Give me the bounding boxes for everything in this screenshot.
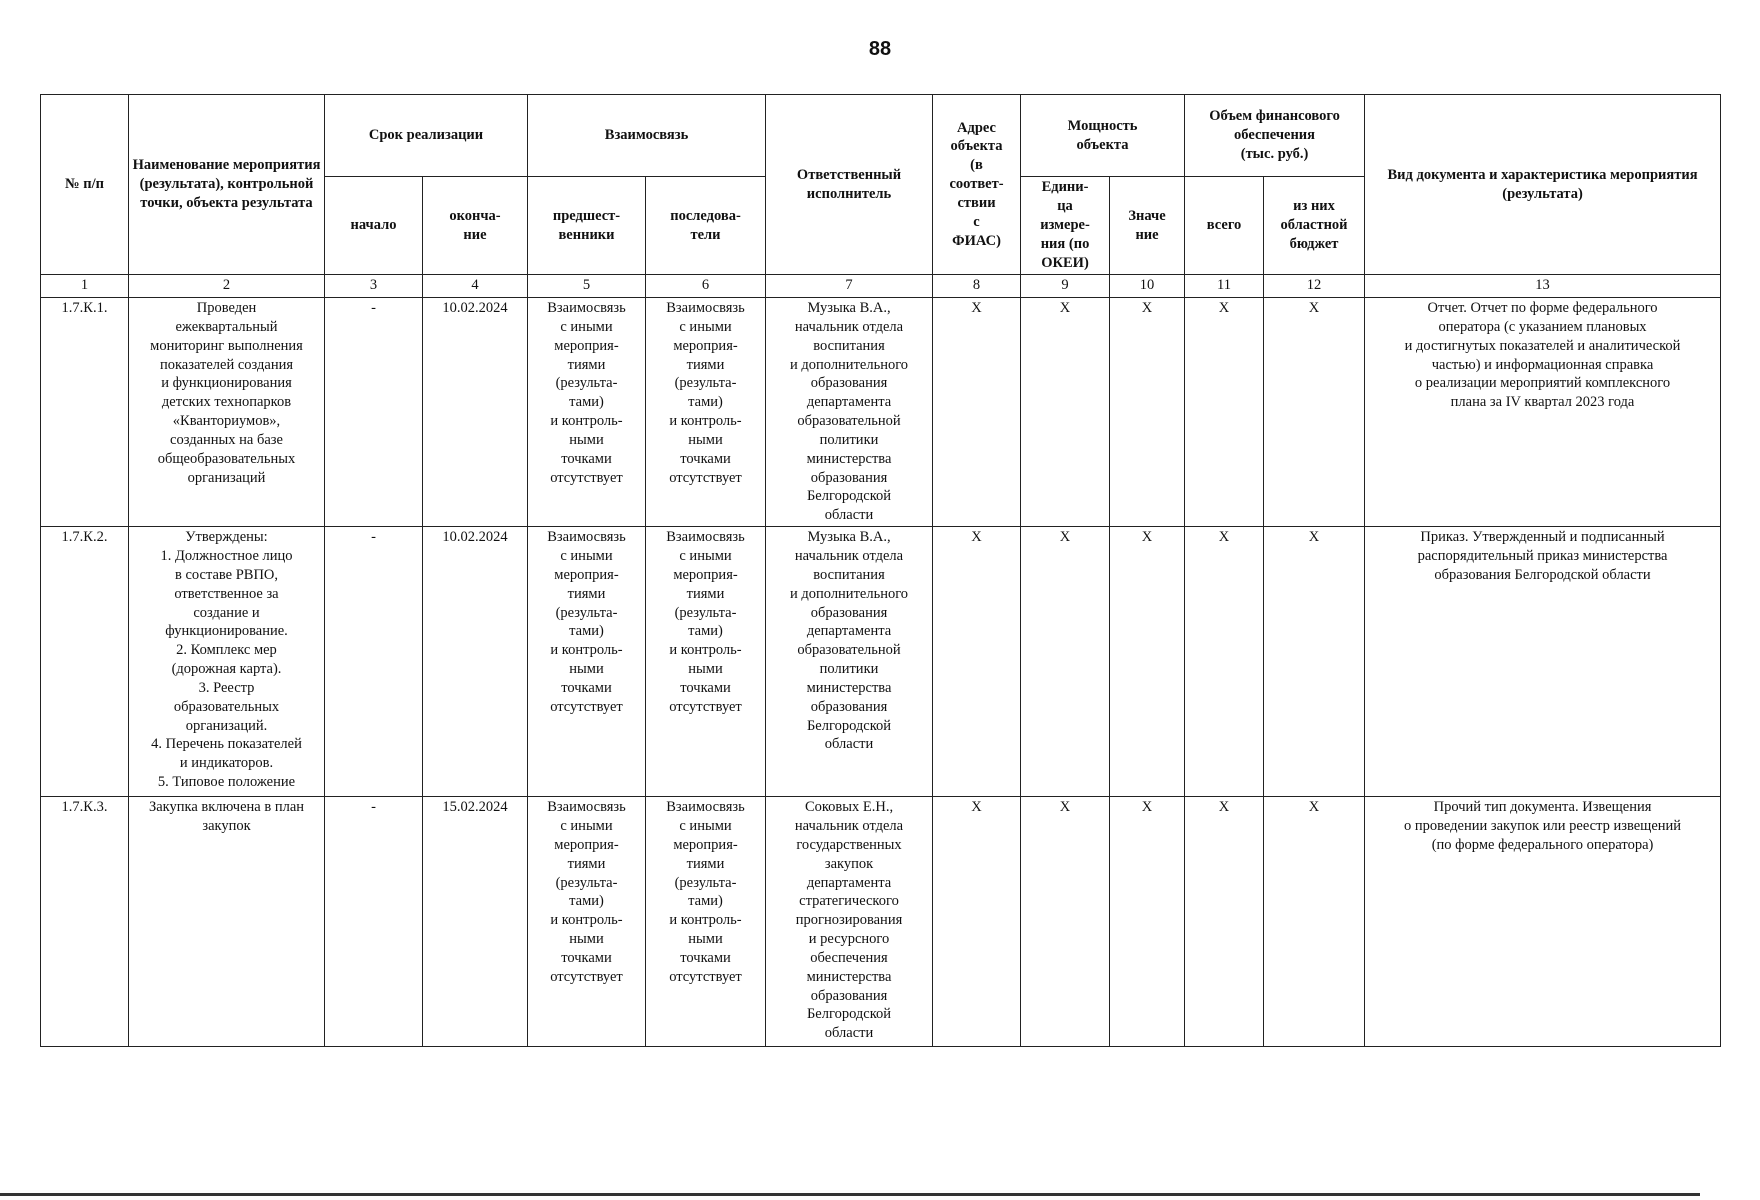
row-address: X: [933, 527, 1021, 797]
column-number: 13: [1365, 275, 1721, 298]
row-name: Утверждены: 1. Должностное лицо в составе РВПО, ответственное за создание и функционирование. 2. Комплекс мер (дорожная карта). 3. Реестр образовательных организаций. 4. Перечень показателей и индикаторов. 5. Типовое положение: [129, 527, 325, 797]
header-value: Значе ние: [1110, 177, 1185, 275]
row-end: 10.02.2024: [423, 298, 528, 527]
row-total: X: [1185, 527, 1264, 797]
column-number: 6: [646, 275, 766, 298]
table-header: [41, 95, 1721, 275]
row-regional: X: [1264, 797, 1365, 1047]
row-doc: Отчет. Отчет по форме федерального оператора (с указанием плановых и достигнутых показателей и аналитической частью) и информационная справка о реализации мероприятий комплексного плана за IV квартал 2023 года: [1365, 298, 1721, 527]
bottom-scan-line: [0, 1193, 1700, 1196]
column-number: 4: [423, 275, 528, 298]
header-total: всего: [1185, 177, 1264, 275]
row-unit: X: [1021, 298, 1110, 527]
row-successors: Взаимосвязь с иными мероприя- тиями (результа- тами) и контроль- ными точками отсутствует: [646, 298, 766, 527]
row-value: X: [1110, 527, 1185, 797]
row-value: X: [1110, 797, 1185, 1047]
column-number: 3: [325, 275, 423, 298]
row-name: Проведен ежеквартальный мониторинг выполнения показателей создания и функционирования детских технопарков «Кванториумов», созданных на базе общеобразовательных организаций: [129, 298, 325, 527]
header-capacity: Мощность объекта: [1021, 95, 1185, 177]
row-doc: Прочий тип документа. Извещения о проведении закупок или реестр извещений (по форме федерального оператора): [1365, 797, 1721, 1047]
column-number-row: [41, 275, 1721, 298]
header-name: Наименование мероприятия (результата), контрольной точки, объекта результата: [129, 95, 325, 275]
header-address: Адрес объекта (в соответ- ствии с ФИАС): [933, 95, 1021, 275]
row-predecessors: Взаимосвязь с иными мероприя- тиями (результа- тами) и контроль- ными точками отсутствует: [528, 527, 646, 797]
row-unit: X: [1021, 527, 1110, 797]
header-end: оконча- ние: [423, 177, 528, 275]
row-predecessors: Взаимосвязь с иными мероприя- тиями (результа- тами) и контроль- ными точками отсутствует: [528, 298, 646, 527]
row-number: 1.7.К.1.: [41, 298, 129, 527]
row-successors: Взаимосвязь с иными мероприя- тиями (результа- тами) и контроль- ными точками отсутствует: [646, 797, 766, 1047]
column-number: 10: [1110, 275, 1185, 298]
row-doc: Приказ. Утвержденный и подписанный распорядительный приказ министерства образования Белгородской области: [1365, 527, 1721, 797]
row-value: X: [1110, 298, 1185, 527]
column-number: 1: [41, 275, 129, 298]
row-number: 1.7.К.3.: [41, 797, 129, 1047]
row-responsible: Музыка В.А., начальник отдела воспитания и дополнительного образования департамента образовательной политики министерства образования Белгородской области: [766, 527, 933, 797]
row-end: 10.02.2024: [423, 527, 528, 797]
row-regional: X: [1264, 298, 1365, 527]
header-successors: последова- тели: [646, 177, 766, 275]
header-period: Срок реализации: [325, 95, 528, 177]
header-predecessors: предшест- венники: [528, 177, 646, 275]
column-number: 9: [1021, 275, 1110, 298]
row-regional: X: [1264, 527, 1365, 797]
row-end: 15.02.2024: [423, 797, 528, 1047]
header-finance: Объем финансового обеспечения (тыс. руб.): [1185, 95, 1365, 177]
column-number: 7: [766, 275, 933, 298]
table-row: [41, 527, 1721, 797]
column-number: 12: [1264, 275, 1365, 298]
document-table: [40, 94, 1721, 1047]
column-number: 5: [528, 275, 646, 298]
header-relation: Взаимосвязь: [528, 95, 766, 177]
header-regional: из них областной бюджет: [1264, 177, 1365, 275]
header-number: № п/п: [41, 95, 129, 275]
row-start: -: [325, 527, 423, 797]
header-start: начало: [325, 177, 423, 275]
header-responsible: Ответственный исполнитель: [766, 95, 933, 275]
column-number: 8: [933, 275, 1021, 298]
row-total: X: [1185, 298, 1264, 527]
row-successors: Взаимосвязь с иными мероприя- тиями (результа- тами) и контроль- ными точками отсутствует: [646, 527, 766, 797]
row-address: X: [933, 797, 1021, 1047]
row-start: -: [325, 298, 423, 527]
row-number: 1.7.К.2.: [41, 527, 129, 797]
header-doc-type: Вид документа и характеристика мероприятия (результата): [1365, 95, 1721, 275]
row-responsible: Соковых Е.Н., начальник отдела государственных закупок департамента стратегического прогнозирования и ресурсного обеспечения министерства образования Белгородской области: [766, 797, 933, 1047]
column-number: 2: [129, 275, 325, 298]
header-unit: Едини- ца измере- ния (по ОКЕИ): [1021, 177, 1110, 275]
column-number: 11: [1185, 275, 1264, 298]
table-row: [41, 298, 1721, 527]
row-address: X: [933, 298, 1021, 527]
row-responsible: Музыка В.А., начальник отдела воспитания и дополнительного образования департамента образовательной политики министерства образования Белгородской области: [766, 298, 933, 527]
row-predecessors: Взаимосвязь с иными мероприя- тиями (результа- тами) и контроль- ными точками отсутствует: [528, 797, 646, 1047]
page-number: 88: [868, 38, 892, 60]
row-name: Закупка включена в план закупок: [129, 797, 325, 1047]
table-row: [41, 797, 1721, 1047]
row-start: -: [325, 797, 423, 1047]
row-unit: X: [1021, 797, 1110, 1047]
row-total: X: [1185, 797, 1264, 1047]
